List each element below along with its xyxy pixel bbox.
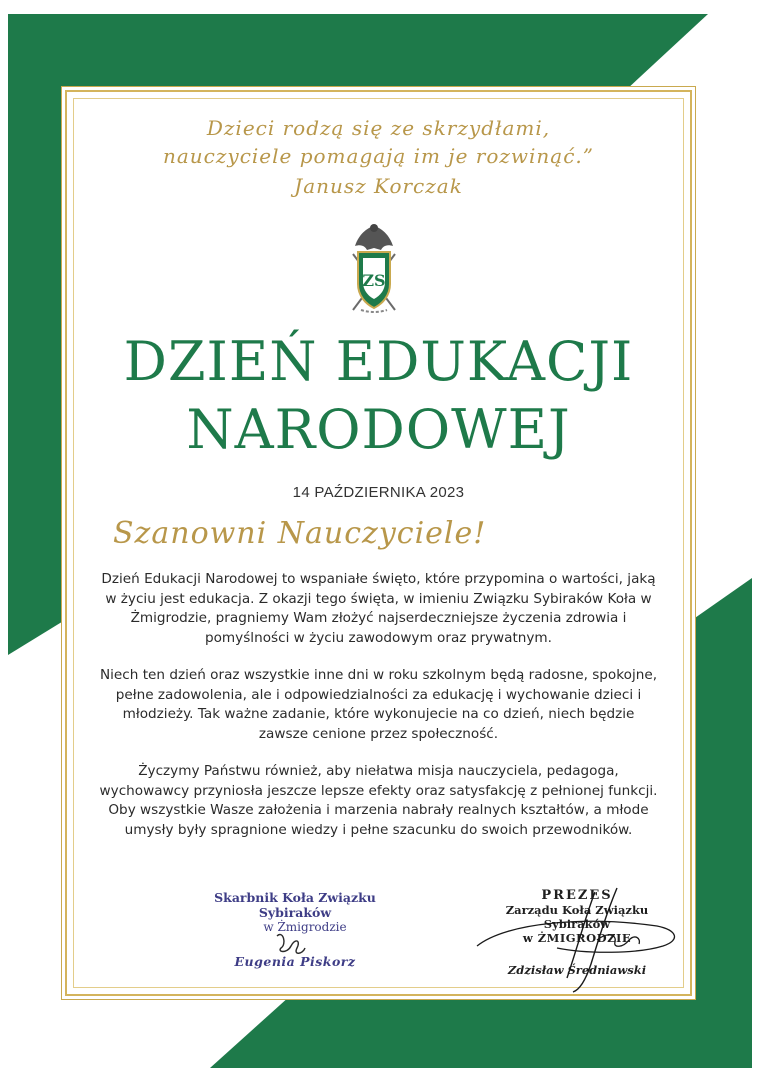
treasurer-name: Eugenia Piskorz	[234, 954, 356, 969]
president-name: Zdzisław Średniawski	[507, 963, 647, 977]
page-title	[67, 328, 690, 464]
president-role: Zarządu Koła Związku Sybiraków	[505, 903, 649, 931]
eagle-shield-emblem-icon	[349, 220, 399, 316]
treasurer-stamp	[195, 890, 395, 969]
green-left-band	[8, 90, 65, 655]
paragraph-1: Dzień Edukacji Narodowej to wspaniałe święto, które przypomina o wartości, jaką w życiu jest edukacja. Z okazji tego święta, w imieniu Związku Sybiraków Koła w Żmigrodzie, pragniemy Wam złożyć najserdeczniejsze życzenia zdrowia i pomyślności w życiu zawodowym oraz prywatnym.	[101, 571, 656, 646]
quote-author: Janusz Korczak	[294, 174, 463, 198]
letter-body	[97, 570, 660, 858]
paragraph-2: Niech ten dzień oraz wszystkie inne dni w roku szkolnym będą radosne, spokojne, pełne zadowolenia, ale i odpowiedzialności za edukację i wychowanie dzieci i młodzieży. Tak ważne zadanie, które wykonujecie na co dzień, niech będzie zawsze cenione przez społeczność.	[99, 667, 658, 742]
quote-line-2: nauczyciele pomagają im je rozwinąć.”	[162, 144, 595, 168]
title-line-2: NARODOWEJ	[186, 398, 571, 461]
title-line-1: DZIEŃ EDUKACJI	[123, 330, 634, 393]
green-top-band	[8, 14, 708, 90]
president-stamp	[477, 888, 677, 977]
korczak-quote	[67, 114, 690, 200]
event-date: 14 PAŹDZIERNIKA 2023	[292, 484, 465, 501]
greeting: Szanowni Nauczyciele!	[113, 516, 487, 551]
paragraph-3: Życzymy Państwu również, aby niełatwa misja nauczyciela, pedagoga, wychowawcy przyniosła jeszcze lepsze efekty oraz satysfakcję z pełnionej funkcji. Oby wszystkie Wasze założenia i marzenia nabrały realnych kształtów, a młode umysły były spragnione wiedzy i pełne szacunku do swoich przewodników.	[99, 763, 658, 838]
treasurer-place: w Żmigrodzie	[263, 920, 347, 934]
green-right-band	[692, 578, 752, 1068]
green-bottom-band	[210, 996, 692, 1068]
president-place: w ŻMIGRODZIE	[522, 931, 632, 945]
treasurer-role: Skarbnik Koła Związku Sybiraków	[214, 890, 376, 920]
quote-line-1: Dzieci rodzą się ze skrzydłami,	[206, 116, 551, 140]
president-title: PREZES	[541, 888, 613, 903]
emblem-letters: ZS	[362, 271, 386, 290]
certificate-card	[65, 90, 692, 996]
